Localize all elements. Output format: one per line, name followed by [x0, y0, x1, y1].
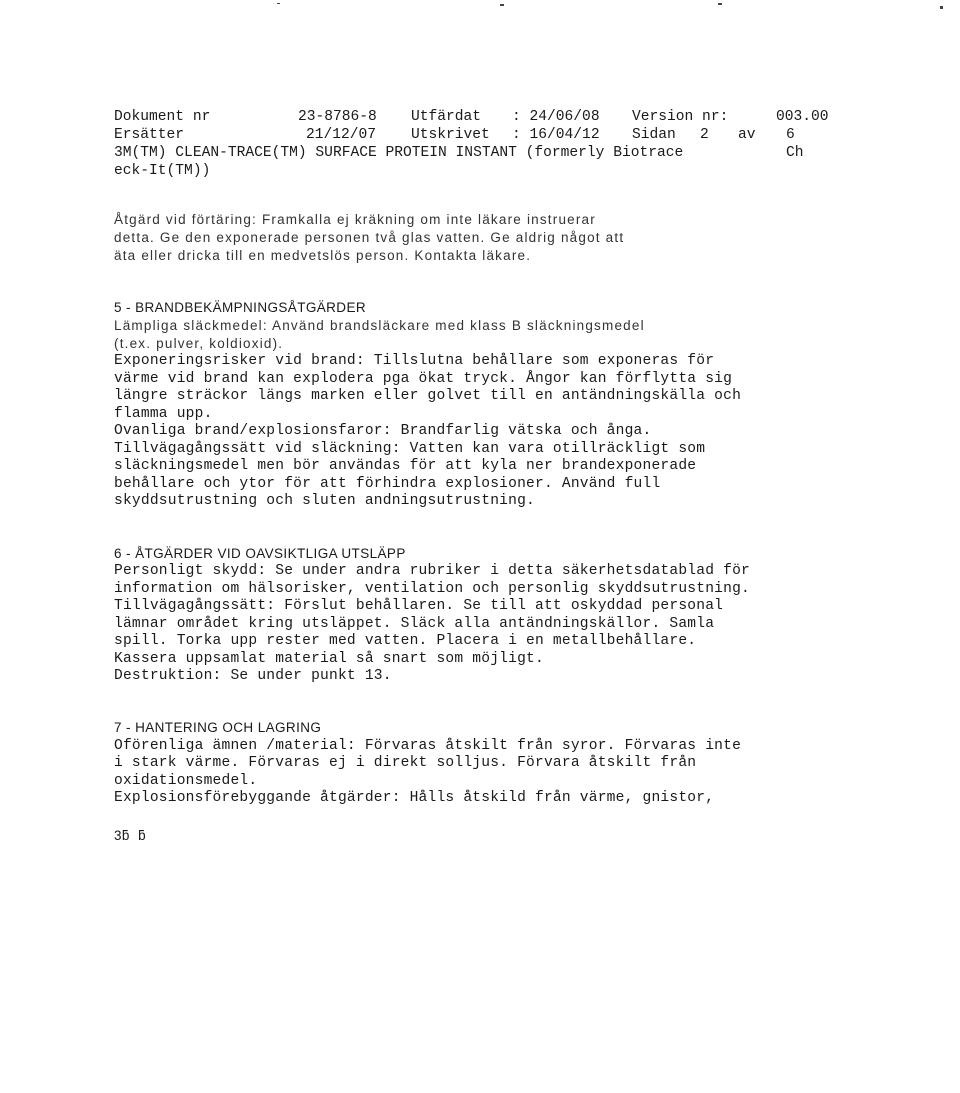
text-line: Kassera uppsamlat material så snart som möjligt.: [114, 651, 544, 667]
text-line: behållare och ytor för att förhindra explosioner. Använd full: [114, 476, 661, 492]
replaces-date: 21/12/07: [306, 127, 377, 143]
text-line: Exponeringsrisker vid brand: Tillslutna behållare som exponeras för: [114, 353, 715, 369]
text-line: Tillvägagångssätt: Förslut behållaren. Se till att oskyddad personal: [114, 598, 724, 614]
doc-number: 23-8786-8: [298, 109, 377, 125]
product-name-line2: eck-It(TM)): [114, 163, 211, 179]
of-label: av: [738, 127, 756, 143]
page-number: 2: [700, 127, 709, 143]
scan-speck: [940, 6, 943, 9]
section-heading: 7 - HANTERING OCH LAGRING: [114, 720, 322, 735]
text-line: spill. Torka upp rester med vatten. Placera i en metallbehållare.: [114, 633, 697, 649]
issued-date: : 24/06/08: [512, 109, 600, 125]
issued-label: Utfärdat: [411, 109, 482, 125]
text-line: detta. Ge den exponerade personen två glas vatten. Ge aldrig något att: [114, 230, 625, 245]
text-line: Ovanliga brand/explosionsfaror: Brandfarlig vätska och ånga.: [114, 423, 652, 439]
text-line: Oförenliga ämnen /material: Förvaras åtskilt från syror. Förvaras inte: [114, 738, 742, 754]
doc-label: Dokument nr: [114, 109, 211, 125]
text-line: äta eller dricka till en medvetslös person. Kontakta läkare.: [114, 248, 532, 263]
text-line: skyddsutrustning och sluten andningsutrustning.: [114, 493, 536, 509]
page-label: Sidan: [632, 127, 676, 143]
text-line: Personligt skydd: Se under andra rubriker i detta säkerhetsdatablad för: [114, 563, 750, 579]
scan-speck: [500, 4, 504, 6]
section-heading: 5 - BRANDBEKÄMPNINGSÅTGÄRDER: [114, 300, 366, 315]
text-line: information om hälsorisker, ventilation och personlig skyddsutrustning.: [114, 581, 750, 597]
product-name-line1: 3M(TM) CLEAN-TRACE(TM) SURFACE PROTEIN INSTANT (formerly Biotrace: [114, 145, 684, 161]
text-line: flamma upp.: [114, 406, 213, 422]
version-label: Version nr:: [632, 109, 729, 125]
page-total: 6: [786, 127, 795, 143]
text-line: Explosionsförebyggande åtgärder: Hålls åtskild från värme, gnistor,: [114, 790, 715, 806]
text-line: (t.ex. pulver, koldioxid).: [114, 336, 284, 351]
text-line: Lämpliga släckmedel: Använd brandsläckare med klass B släckningsmedel: [114, 318, 645, 333]
text-line: i stark värme. Förvaras ej i direkt solljus. Förvara åtskilt från: [114, 755, 697, 771]
scan-speck: [718, 3, 722, 5]
text-line: Åtgärd vid förtäring: Framkalla ej kräkning om inte läkare instruerar: [114, 212, 596, 227]
text-line: längre sträckor längs marken eller golvet till en antändningskälla och: [114, 388, 742, 404]
text-line: Destruktion: Se under punkt 13.: [114, 668, 392, 684]
replaces-label: Ersätter: [114, 127, 185, 143]
printed-label: Utskrivet: [411, 127, 490, 143]
version-number: 003.00: [776, 109, 829, 125]
text-line: lämnar området kring utsläppet. Släck alla antändningskällor. Samla: [114, 616, 715, 632]
product-name-wrap: Ch: [786, 145, 804, 161]
text-line: släckningsmedel men bör användas för att kyla ner brandexponerade: [114, 458, 697, 474]
printed-date: : 16/04/12: [512, 127, 600, 143]
scan-speck: [277, 3, 280, 4]
text-line: oxidationsmedel.: [114, 773, 258, 789]
text-line: Tillvägagångssätt vid släckning: Vatten kan vara otillräckligt som: [114, 441, 706, 457]
text-line: värme vid brand kan explodera pga ökat tryck. Ångor kan förflytta sig: [114, 371, 733, 387]
page-footer-code: 3ƃ ƃ: [114, 828, 147, 843]
section-heading: 6 - ÅTGÄRDER VID OAVSIKTLIGA UTSLÄPP: [114, 546, 406, 561]
